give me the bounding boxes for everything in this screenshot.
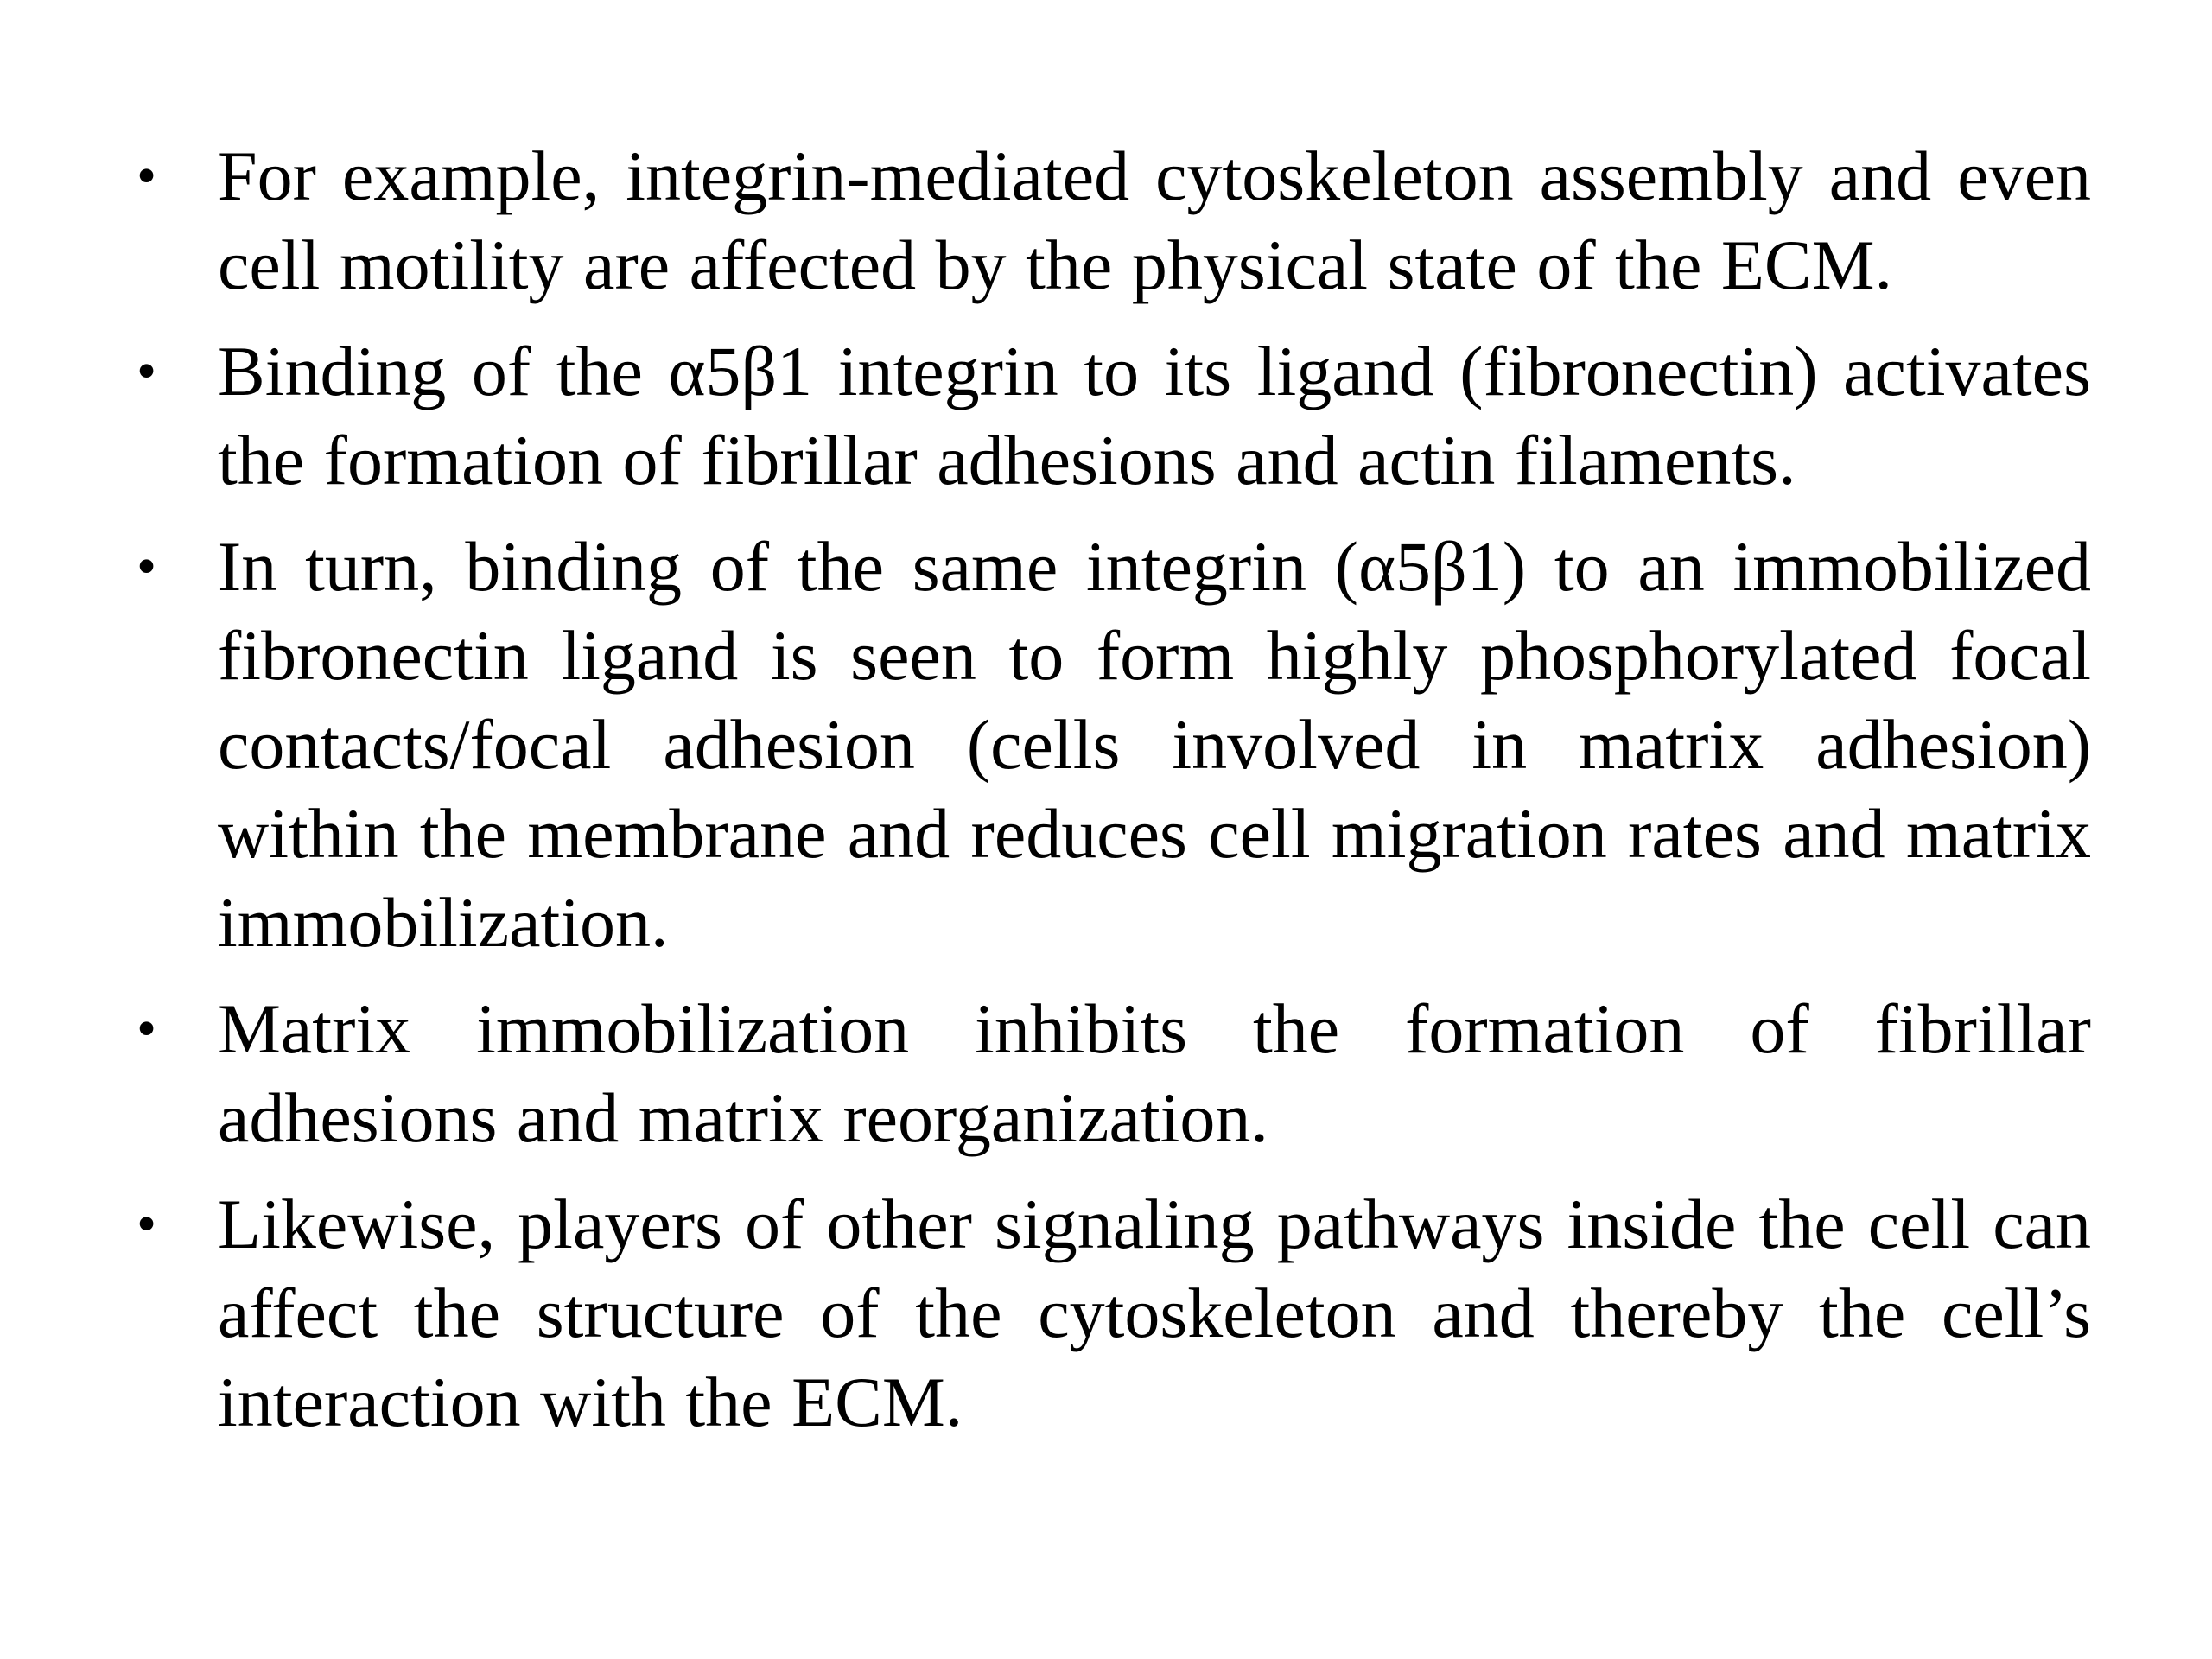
bullet-text: Likewise, players of other signaling pathways inside the cell can affect the structure of the cytoskeleton and thereby the cell’s interaction with the ECM. bbox=[218, 1185, 2091, 1441]
bullet-dot-icon: • bbox=[137, 340, 157, 403]
bullet-item bbox=[130, 984, 2091, 1162]
bullet-text: In turn, binding of the same integrin (α5β1) to an immobilized fibronectin ligand is seen to form highly phosphorylated focal contacts/focal adhesion (cells involved in matrix adhesion) within the membrane and reduces cell migration rates and matrix immobilization. bbox=[218, 527, 2091, 962]
bullet-text: Matrix immobilization inhibits the formation of fibrillar adhesions and matrix reorganization. bbox=[218, 989, 2091, 1157]
bullet-text: For example, integrin-mediated cytoskeleton assembly and even cell motility are affected by the physical state of the ECM. bbox=[218, 137, 2091, 304]
bullet-list bbox=[130, 131, 2091, 1464]
bullet-text: Binding of the α5β1 integrin to its ligand (fibronectin) activates the formation of fibrillar adhesions and actin filaments. bbox=[218, 332, 2091, 499]
bullet-item bbox=[130, 131, 2091, 309]
bullet-dot-icon: • bbox=[137, 144, 157, 207]
bullet-item bbox=[130, 1179, 2091, 1446]
bullet-item bbox=[130, 327, 2091, 505]
bullet-item bbox=[130, 522, 2091, 967]
bullet-dot-icon: • bbox=[137, 535, 157, 598]
bullet-dot-icon: • bbox=[137, 1192, 157, 1255]
bullet-dot-icon: • bbox=[137, 997, 157, 1060]
